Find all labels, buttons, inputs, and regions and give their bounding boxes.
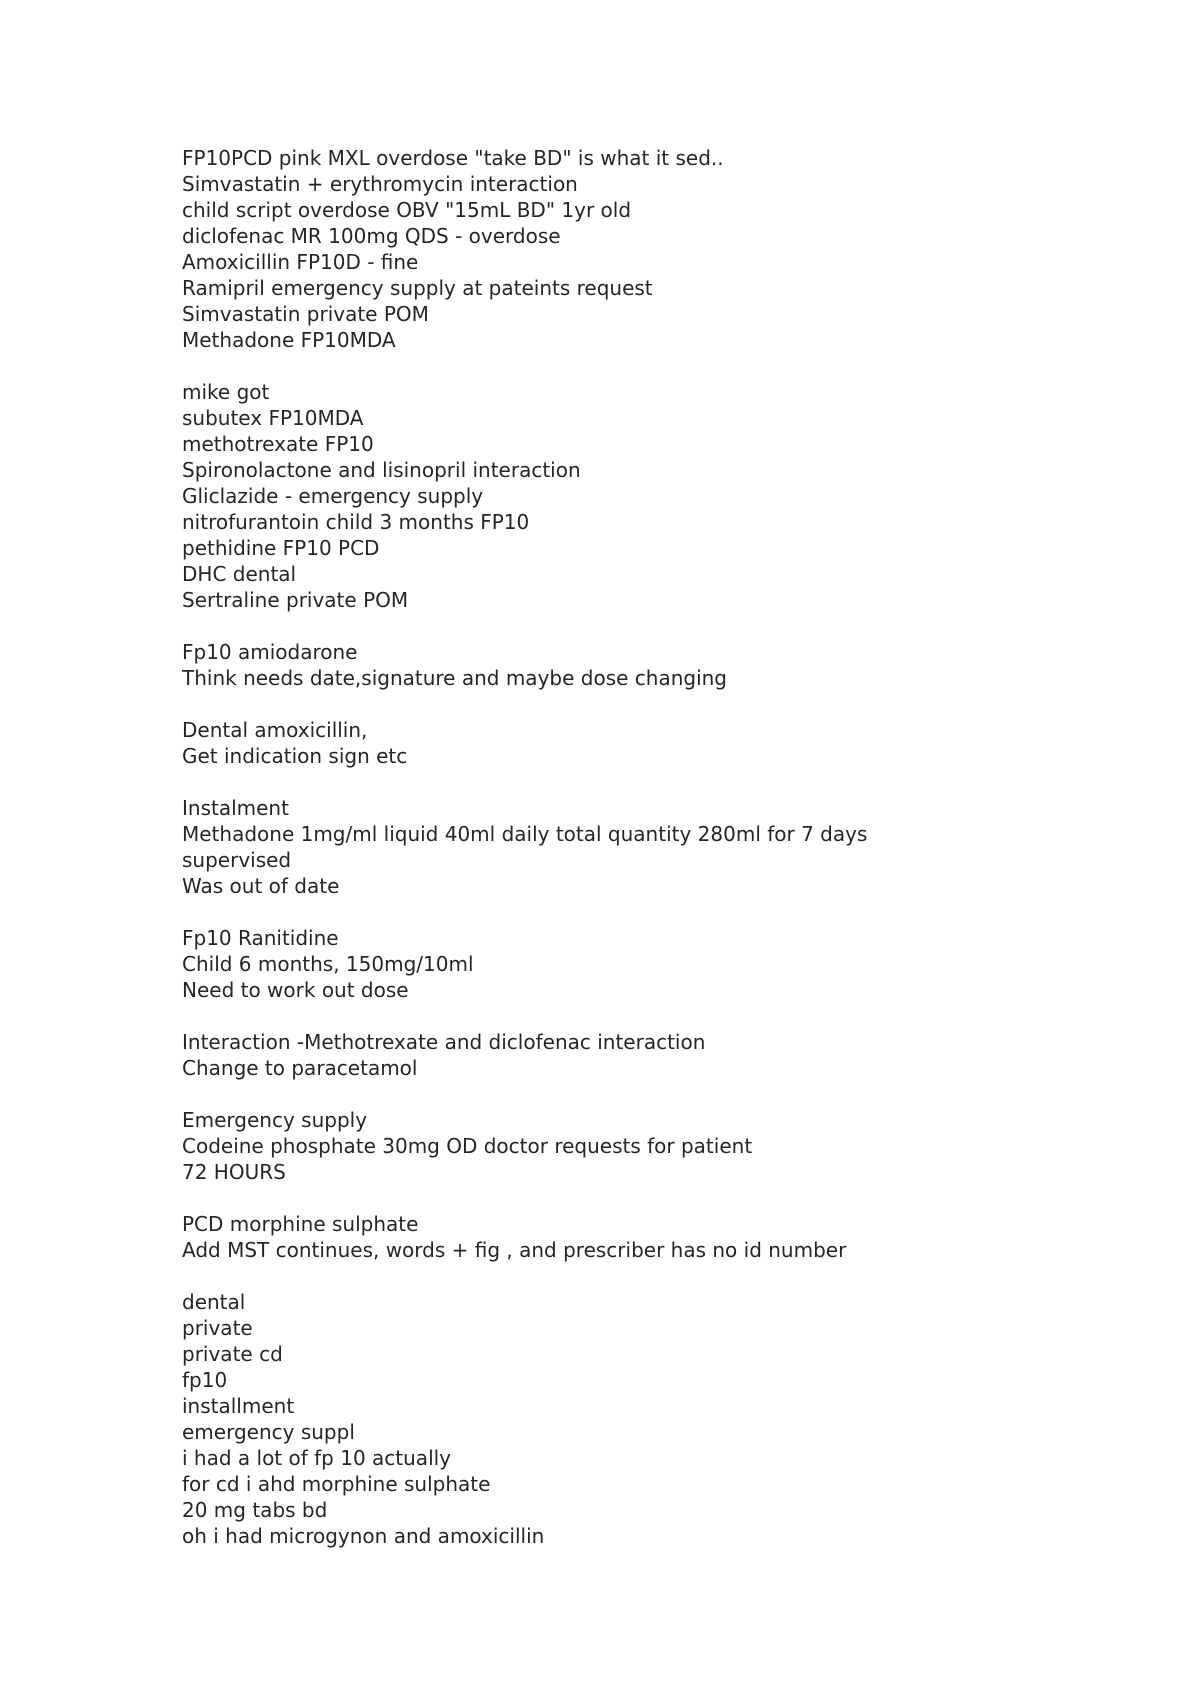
blank-line <box>182 353 1142 379</box>
text-line: 72 HOURS <box>182 1160 286 1184</box>
text-line: Interaction -Methotrexate and diclofenac interaction <box>182 1030 706 1054</box>
text-line: diclofenac MR 100mg QDS - overdose <box>182 224 561 248</box>
blank-line <box>182 769 1142 795</box>
text-line: supervised <box>182 848 292 872</box>
blank-line <box>182 1081 1142 1107</box>
text-line: Gliclazide - emergency supply <box>182 484 484 508</box>
document-body <box>182 145 1142 1549</box>
text-line: Instalment <box>182 796 289 820</box>
blank-line <box>182 1185 1142 1211</box>
text-line: methotrexate FP10 <box>182 432 374 456</box>
text-line: Think needs date,signature and maybe dose changing <box>182 666 727 690</box>
blank-line <box>182 899 1142 925</box>
text-line: Sertraline private POM <box>182 588 409 612</box>
text-line: private <box>182 1316 253 1340</box>
text-line: subutex FP10MDA <box>182 406 364 430</box>
text-line: private cd <box>182 1342 283 1366</box>
text-line: mike got <box>182 380 270 404</box>
blank-line <box>182 1263 1142 1289</box>
text-line: Was out of date <box>182 874 340 898</box>
text-line: Fp10 amiodarone <box>182 640 358 664</box>
text-line: fp10 <box>182 1368 228 1392</box>
text-line: 20 mg tabs bd <box>182 1498 328 1522</box>
text-line: FP10PCD pink MXL overdose "take BD" is what it sed.. <box>182 146 724 170</box>
text-line: i had a lot of fp 10 actually <box>182 1446 452 1470</box>
text-line: Child 6 months, 150mg/10ml <box>182 952 474 976</box>
text-line: Emergency supply <box>182 1108 368 1132</box>
text-line: dental <box>182 1290 246 1314</box>
text-line: Amoxicillin FP10D - fine <box>182 250 419 274</box>
text-line: Ramipril emergency supply at pateints request <box>182 276 653 300</box>
text-line: emergency suppl <box>182 1420 355 1444</box>
text-line: PCD morphine sulphate <box>182 1212 419 1236</box>
text-line: Simvastatin private POM <box>182 302 429 326</box>
text-line: Dental amoxicillin, <box>182 718 368 742</box>
text-line: Add MST continues, words + fig , and prescriber has no id number <box>182 1238 847 1262</box>
text-line: Need to work out dose <box>182 978 409 1002</box>
text-line: oh i had microgynon and amoxicillin <box>182 1524 545 1548</box>
text-line: DHC dental <box>182 562 297 586</box>
text-line: Methadone FP10MDA <box>182 328 396 352</box>
text-line: Methadone 1mg/ml liquid 40ml daily total quantity 280ml for 7 days <box>182 822 868 846</box>
text-line: pethidine FP10 PCD <box>182 536 380 560</box>
text-line: child script overdose OBV "15mL BD" 1yr old <box>182 198 632 222</box>
text-line: Change to paracetamol <box>182 1056 418 1080</box>
blank-line <box>182 1003 1142 1029</box>
text-line: Fp10 Ranitidine <box>182 926 339 950</box>
text-line: Simvastatin + erythromycin interaction <box>182 172 578 196</box>
text-line: nitrofurantoin child 3 months FP10 <box>182 510 530 534</box>
text-line: installment <box>182 1394 295 1418</box>
text-line: Get indication sign etc <box>182 744 408 768</box>
blank-line <box>182 691 1142 717</box>
text-line: Spironolactone and lisinopril interaction <box>182 458 581 482</box>
blank-line <box>182 613 1142 639</box>
text-line: for cd i ahd morphine sulphate <box>182 1472 491 1496</box>
text-line: Codeine phosphate 30mg OD doctor requests for patient <box>182 1134 753 1158</box>
